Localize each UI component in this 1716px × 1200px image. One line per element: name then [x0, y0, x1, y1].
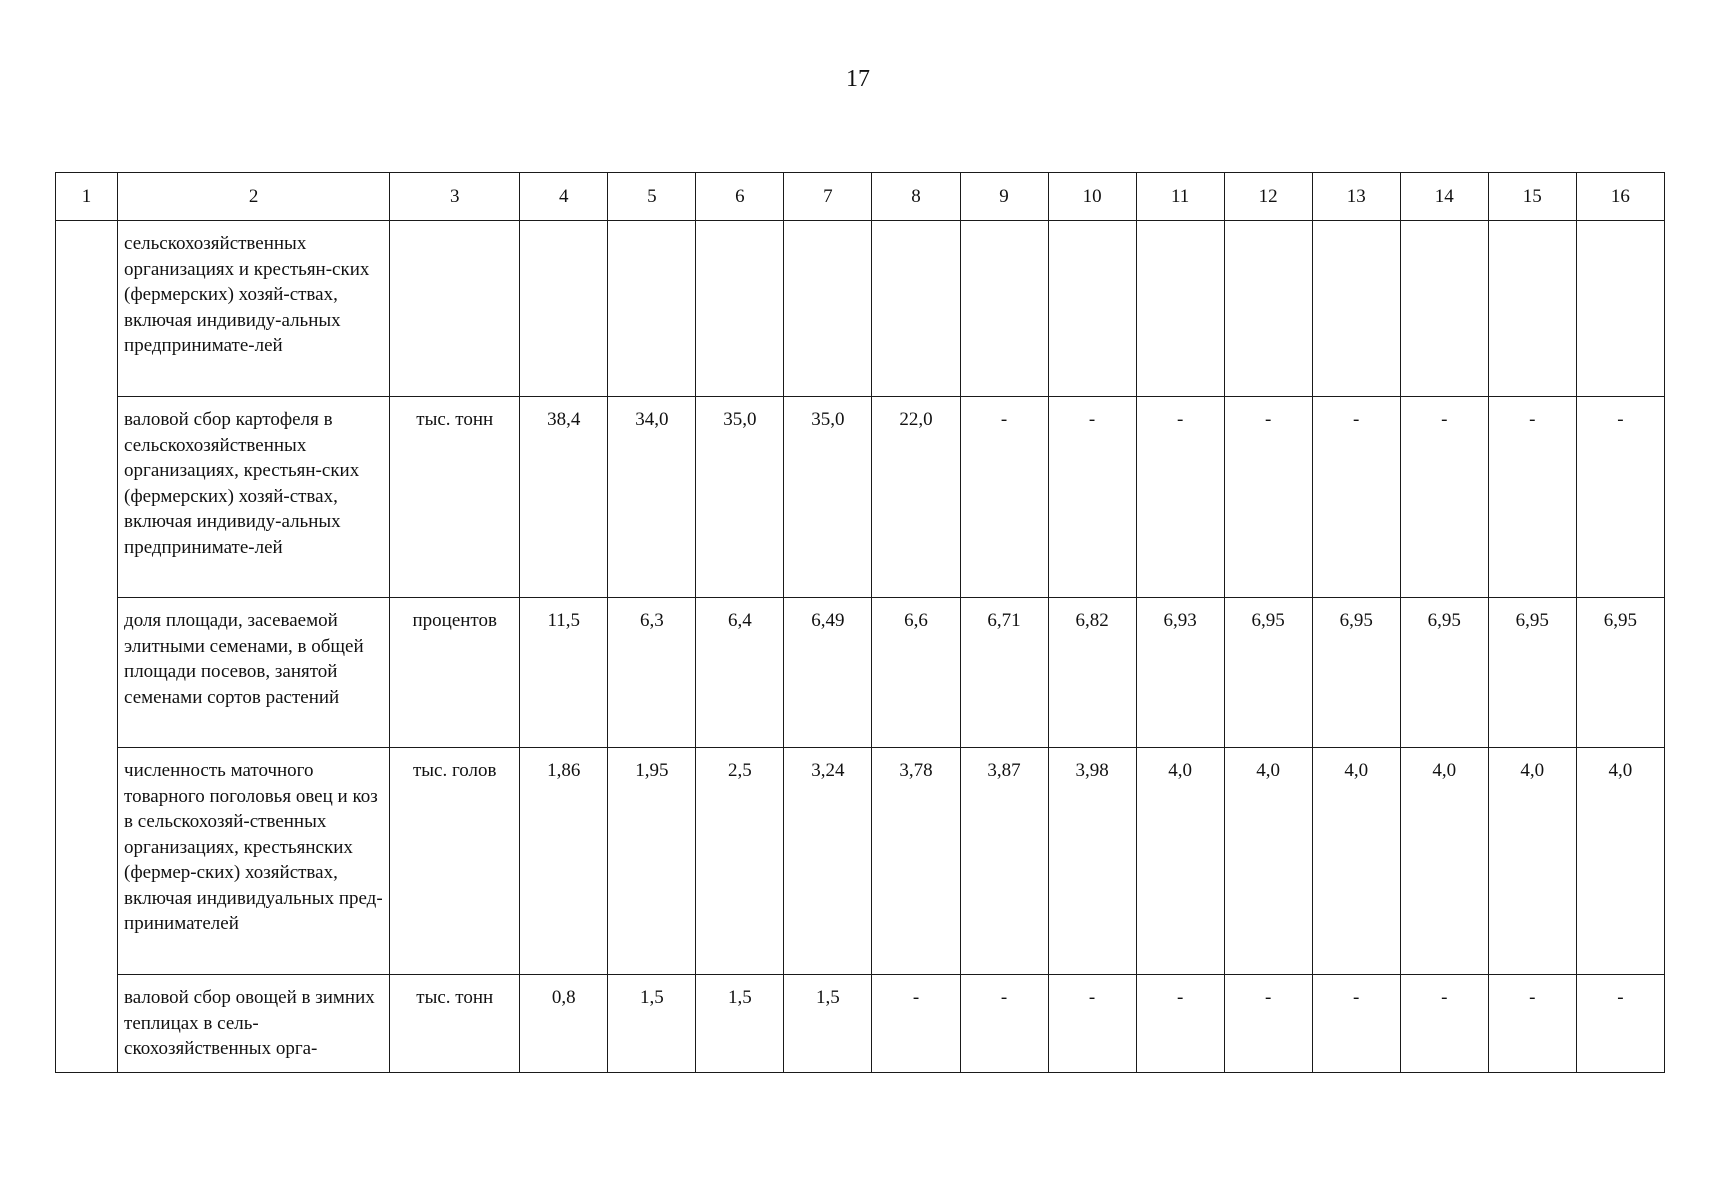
value-cell: 6,95 — [1576, 598, 1664, 748]
value-cell: 3,98 — [1048, 748, 1136, 975]
value-cell — [520, 221, 608, 397]
column-number: 13 — [1312, 173, 1400, 221]
column-number: 12 — [1224, 173, 1312, 221]
value-cell: - — [960, 397, 1048, 598]
value-cell: 6,49 — [784, 598, 872, 748]
column-number: 10 — [1048, 173, 1136, 221]
value-cell — [1312, 221, 1400, 397]
value-cell: 6,93 — [1136, 598, 1224, 748]
unit-cell: тыс. голов — [390, 748, 520, 975]
value-cell: - — [1312, 975, 1400, 1073]
value-cell: 6,95 — [1312, 598, 1400, 748]
value-cell: - — [1048, 975, 1136, 1073]
value-cell — [1048, 221, 1136, 397]
row-number-cell — [56, 221, 118, 1073]
table-row — [56, 975, 1665, 1073]
column-number: 5 — [608, 173, 696, 221]
value-cell: 22,0 — [872, 397, 960, 598]
value-cell: 4,0 — [1312, 748, 1400, 975]
value-cell: - — [1224, 975, 1312, 1073]
value-cell — [872, 221, 960, 397]
value-cell: 6,82 — [1048, 598, 1136, 748]
value-cell: - — [1048, 397, 1136, 598]
value-cell: 6,95 — [1488, 598, 1576, 748]
column-number-header-row — [56, 173, 1665, 221]
column-number: 2 — [118, 173, 390, 221]
value-cell: 2,5 — [696, 748, 784, 975]
unit-cell: тыс. тонн — [390, 975, 520, 1073]
value-cell: 0,8 — [520, 975, 608, 1073]
unit-cell — [390, 221, 520, 397]
value-cell: 6,4 — [696, 598, 784, 748]
value-cell — [1136, 221, 1224, 397]
value-cell: 35,0 — [696, 397, 784, 598]
value-cell: 4,0 — [1400, 748, 1488, 975]
value-cell: 4,0 — [1136, 748, 1224, 975]
column-number: 7 — [784, 173, 872, 221]
indicator-cell: сельскохозяйственных организациях и крестьян-ских (фермерских) хозяй-ствах, включая индивиду-альных предпринимате-лей — [118, 221, 390, 397]
column-number: 3 — [390, 173, 520, 221]
column-number: 4 — [520, 173, 608, 221]
value-cell: - — [1576, 397, 1664, 598]
table-row — [56, 748, 1665, 975]
value-cell: - — [1400, 975, 1488, 1073]
value-cell — [1224, 221, 1312, 397]
value-cell — [1488, 221, 1576, 397]
indicator-cell: численность маточного товарного поголовья овец и коз в сельскохозяй-ственных организациях, крестьянских (фермер-ских) хозяйствах, включая индивидуальных пред-принимателей — [118, 748, 390, 975]
value-cell: 11,5 — [520, 598, 608, 748]
value-cell: 4,0 — [1488, 748, 1576, 975]
value-cell: - — [1576, 975, 1664, 1073]
value-cell: 6,95 — [1400, 598, 1488, 748]
indicators-table — [55, 172, 1665, 1073]
value-cell: - — [1488, 397, 1576, 598]
value-cell: - — [872, 975, 960, 1073]
unit-cell: процентов — [390, 598, 520, 748]
indicator-cell: валовой сбор овощей в зимних теплицах в сель-скохозяйственных орга- — [118, 975, 390, 1073]
value-cell: 3,87 — [960, 748, 1048, 975]
value-cell: 6,95 — [1224, 598, 1312, 748]
value-cell: 6,6 — [872, 598, 960, 748]
value-cell — [784, 221, 872, 397]
column-number: 8 — [872, 173, 960, 221]
value-cell: - — [1224, 397, 1312, 598]
indicator-cell: доля площади, засеваемой элитными семенами, в общей площади посевов, занятой семенами сортов растений — [118, 598, 390, 748]
value-cell — [1576, 221, 1664, 397]
value-cell: 1,86 — [520, 748, 608, 975]
column-number: 15 — [1488, 173, 1576, 221]
value-cell: 1,5 — [608, 975, 696, 1073]
column-number: 9 — [960, 173, 1048, 221]
indicator-cell: валовой сбор картофеля в сельскохозяйственных организациях, крестьян-ских (фермерских) хозяй-ствах, включая индивиду-альных предпринимате-лей — [118, 397, 390, 598]
value-cell — [1400, 221, 1488, 397]
value-cell: 3,78 — [872, 748, 960, 975]
value-cell: 3,24 — [784, 748, 872, 975]
value-cell: 4,0 — [1576, 748, 1664, 975]
value-cell: - — [1136, 397, 1224, 598]
value-cell: - — [1400, 397, 1488, 598]
column-number: 1 — [56, 173, 118, 221]
page-number: 17 — [846, 66, 870, 92]
value-cell: - — [1488, 975, 1576, 1073]
value-cell: 6,3 — [608, 598, 696, 748]
value-cell: - — [1136, 975, 1224, 1073]
column-number: 6 — [696, 173, 784, 221]
value-cell — [696, 221, 784, 397]
value-cell — [960, 221, 1048, 397]
value-cell: 1,5 — [696, 975, 784, 1073]
column-number: 11 — [1136, 173, 1224, 221]
value-cell — [608, 221, 696, 397]
value-cell: 38,4 — [520, 397, 608, 598]
value-cell: 4,0 — [1224, 748, 1312, 975]
value-cell: - — [1312, 397, 1400, 598]
table-row — [56, 598, 1665, 748]
value-cell: 6,71 — [960, 598, 1048, 748]
value-cell: 35,0 — [784, 397, 872, 598]
value-cell: 1,95 — [608, 748, 696, 975]
column-number: 14 — [1400, 173, 1488, 221]
value-cell: 34,0 — [608, 397, 696, 598]
table-row — [56, 397, 1665, 598]
value-cell: 1,5 — [784, 975, 872, 1073]
column-number: 16 — [1576, 173, 1664, 221]
unit-cell: тыс. тонн — [390, 397, 520, 598]
value-cell: - — [960, 975, 1048, 1073]
table-row — [56, 221, 1665, 397]
